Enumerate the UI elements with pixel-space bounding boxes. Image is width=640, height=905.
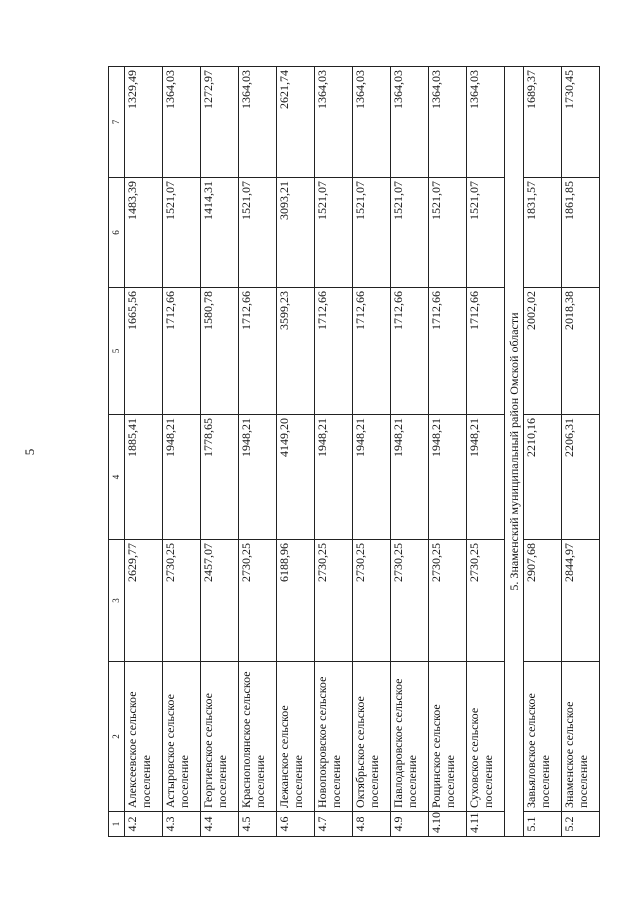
value-cell-col4: 1885,41 [125, 415, 163, 540]
table-row [315, 67, 353, 837]
settlement-name-cell: Октябрьское сельское поселение [353, 662, 391, 812]
value-cell-col5: 1712,66 [315, 288, 353, 415]
table-body [109, 67, 600, 837]
section-title: 5. Знаменский муниципальный район Омской области [505, 67, 524, 837]
value-cell-col5: 1712,66 [239, 288, 277, 415]
header-cell-3: 3 [109, 540, 125, 662]
settlement-name-cell: Краснополянское сельское поселение [239, 662, 277, 812]
value-cell-col5: 1665,56 [125, 288, 163, 415]
value-cell-col3: 2730,25 [391, 540, 429, 662]
header-cell-6: 6 [109, 178, 125, 288]
value-cell-col3: 2730,25 [163, 540, 201, 662]
value-cell-col4: 2206,31 [562, 415, 600, 540]
header-cell-2: 2 [109, 662, 125, 812]
row-index-cell: 4.10 [429, 812, 467, 837]
row-index-cell: 4.6 [277, 812, 315, 837]
rotated-table-container [108, 67, 590, 837]
value-cell-col4: 4149,20 [277, 415, 315, 540]
row-index-cell: 4.9 [391, 812, 429, 837]
value-cell-col3: 2844,97 [562, 540, 600, 662]
table-row [391, 67, 429, 837]
settlement-table [108, 66, 600, 837]
value-cell-col3: 2907,68 [524, 540, 562, 662]
table-row [277, 67, 315, 837]
value-cell-col3: 6188,96 [277, 540, 315, 662]
value-cell-col7: 1364,03 [163, 67, 201, 178]
value-cell-col3: 2730,25 [467, 540, 505, 662]
table-row [467, 67, 505, 837]
value-cell-col6: 1521,07 [429, 178, 467, 288]
value-cell-col5: 1580,78 [201, 288, 239, 415]
row-index-cell: 4.7 [315, 812, 353, 837]
settlement-name-cell: Павлодаровское сельское поселение [391, 662, 429, 812]
settlement-name-cell: Знаменское сельское поселение [562, 662, 600, 812]
value-cell-col6: 1521,07 [239, 178, 277, 288]
row-index-cell: 4.5 [239, 812, 277, 837]
value-cell-col5: 1712,66 [163, 288, 201, 415]
table-row [524, 67, 562, 837]
value-cell-col3: 2457,07 [201, 540, 239, 662]
value-cell-col7: 1329,49 [125, 67, 163, 178]
value-cell-col4: 1948,21 [239, 415, 277, 540]
row-index-cell: 4.2 [125, 812, 163, 837]
row-index-cell: 4.3 [163, 812, 201, 837]
header-cell-5: 5 [109, 288, 125, 415]
value-cell-col6: 1521,07 [467, 178, 505, 288]
table-row [125, 67, 163, 837]
value-cell-col4: 1948,21 [163, 415, 201, 540]
value-cell-col7: 1364,03 [429, 67, 467, 178]
settlement-name-cell: Алексеевское сельское поселение [125, 662, 163, 812]
value-cell-col6: 1521,07 [163, 178, 201, 288]
settlement-name-cell: Георгиевское сельское поселение [201, 662, 239, 812]
value-cell-col4: 1948,21 [353, 415, 391, 540]
value-cell-col3: 2730,25 [315, 540, 353, 662]
row-index-cell: 4.8 [353, 812, 391, 837]
value-cell-col3: 2730,25 [353, 540, 391, 662]
value-cell-col7: 1689,37 [524, 67, 562, 178]
value-cell-col3: 2629,77 [125, 540, 163, 662]
table-row [239, 67, 277, 837]
value-cell-col5: 2002,02 [524, 288, 562, 415]
value-cell-col4: 1778,65 [201, 415, 239, 540]
header-cell-7: 7 [109, 67, 125, 178]
settlement-name-cell: Завьяловское сельское поселение [524, 662, 562, 812]
table-row [201, 67, 239, 837]
settlement-name-cell: Суховское сельское поселение [467, 662, 505, 812]
value-cell-col3: 2730,25 [429, 540, 467, 662]
settlement-name-cell: Новопокровское сельское поселение [315, 662, 353, 812]
value-cell-col6: 1483,39 [125, 178, 163, 288]
table-row [163, 67, 201, 837]
value-cell-col7: 2621,74 [277, 67, 315, 178]
row-index-cell: 4.4 [201, 812, 239, 837]
page-number: 5 [22, 448, 37, 456]
value-cell-col4: 1948,21 [429, 415, 467, 540]
value-cell-col5: 1712,66 [429, 288, 467, 415]
value-cell-col6: 1521,07 [315, 178, 353, 288]
value-cell-col7: 1364,03 [353, 67, 391, 178]
value-cell-col7: 1364,03 [239, 67, 277, 178]
value-cell-col6: 1414,31 [201, 178, 239, 288]
value-cell-col4: 1948,21 [315, 415, 353, 540]
value-cell-col4: 1948,21 [467, 415, 505, 540]
table-row [429, 67, 467, 837]
header-cell-4: 4 [109, 415, 125, 540]
table-row [562, 67, 600, 837]
row-index-cell: 5.2 [562, 812, 600, 837]
value-cell-col4: 2210,16 [524, 415, 562, 540]
value-cell-col5: 1712,66 [353, 288, 391, 415]
value-cell-col7: 1272,97 [201, 67, 239, 178]
settlement-name-cell: Астыровское сельское поселение [163, 662, 201, 812]
value-cell-col7: 1364,03 [315, 67, 353, 178]
value-cell-col5: 3599,23 [277, 288, 315, 415]
section-row [505, 67, 524, 837]
value-cell-col6: 1521,07 [353, 178, 391, 288]
header-row [109, 67, 125, 837]
value-cell-col6: 1861,85 [562, 178, 600, 288]
settlement-name-cell: Рощинское сельское поселение [429, 662, 467, 812]
value-cell-col6: 3093,21 [277, 178, 315, 288]
row-index-cell: 5.1 [524, 812, 562, 837]
value-cell-col7: 1364,03 [467, 67, 505, 178]
value-cell-col4: 1948,21 [391, 415, 429, 540]
value-cell-col5: 2018,38 [562, 288, 600, 415]
value-cell-col7: 1364,03 [391, 67, 429, 178]
settlement-name-cell: Лежанское сельское поселение [277, 662, 315, 812]
value-cell-col3: 2730,25 [239, 540, 277, 662]
value-cell-col6: 1521,07 [391, 178, 429, 288]
value-cell-col5: 1712,66 [467, 288, 505, 415]
table-row [353, 67, 391, 837]
value-cell-col5: 1712,66 [391, 288, 429, 415]
value-cell-col6: 1831,57 [524, 178, 562, 288]
header-cell-1: 1 [109, 812, 125, 837]
row-index-cell: 4.11 [467, 812, 505, 837]
value-cell-col7: 1730,45 [562, 67, 600, 178]
